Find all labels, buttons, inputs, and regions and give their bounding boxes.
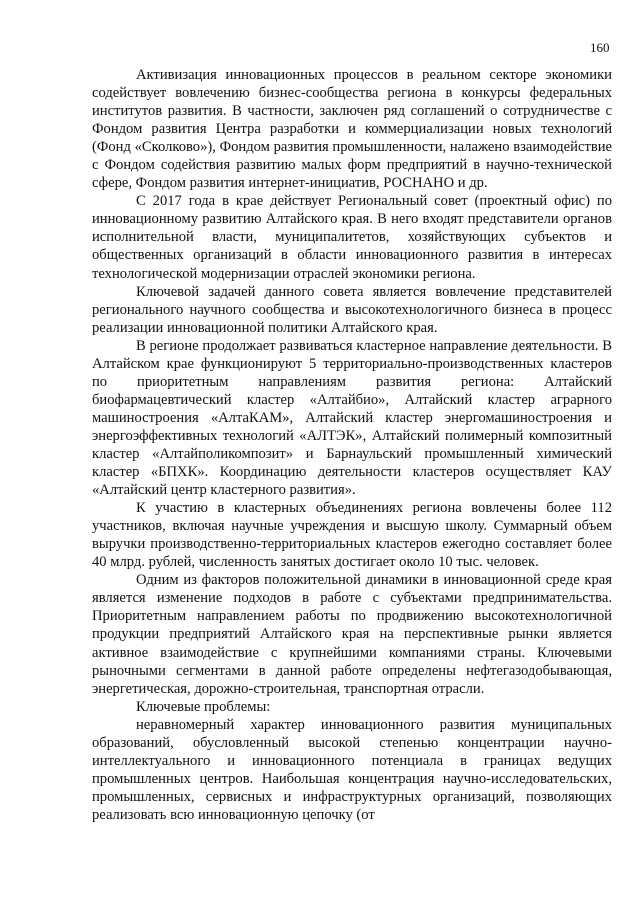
paragraph-council-task: Ключевой задачей данного совета является вовлечение представителей регионального научного сообщества и высокотехнологичного бизнеса в процесс реализации инновационной политики Алтайского края.: [92, 283, 612, 336]
paragraph-clusters: В регионе продолжает развиваться кластерное направление деятельности. В Алтайском крае функционируют 5 территориально-производственных кластеров по приоритетным направлениям развития региона: Алтайский биофармацевтический кластер «Алтайбио», Алтайский кластер аграрного машиностроения «АлтаКАМ», Алтайский кластер энергомашиностроения и энергоэффективных технологий «АЛТЭК», Алтайский полимерный композитный кластер «Алтайполикомпозит» и Барнаульский промышленный химический кластер «БПХК». Координацию деятельности кластеров осуществляет КАУ «Алтайский центр кластерного развития».: [92, 337, 612, 499]
paragraph-regional-council: С 2017 года в крае действует Региональный совет (проектный офис) по инновационному развитию Алтайского края. В него входят представители органов исполнительной власти, муниципалитетов, хозяйствующих субъектов и общественных организаций в области инновационного развития в интересах технологической модернизации отраслей экономики региона.: [92, 193, 612, 282]
paragraph-innovation-activation: Активизация инновационных процессов в реальном секторе экономики содействует вовлечению бизнес-сообщества региона в конкурсы федеральных институтов развития. В частности, заключен ряд соглашений о сотрудничестве с Фондом развития Центра разработки и коммерциализации новых технологий (Фонд «Сколково»), Фондом развития промышленности, налажено взаимодействие с Фондом содействия развитию малых форм предприятий в научно-технической сфере, Фондом развития интернет-инициатив, РОСНАНО и др.: [92, 67, 612, 192]
paragraph-cluster-participants: К участию в кластерных объединениях региона вовлечены более 112 участников, включая научные учреждения и высшую школу. Суммарный объем выручки производственно-территориальных кластеров ежегодно составляет более 40 млрд. рублей, численность занятых достигает около 10 тыс. человек.: [92, 500, 612, 571]
paragraph-key-problems-heading: Ключевые проблемы:: [136, 698, 271, 715]
document-body: [92, 66, 612, 824]
paragraph-positive-dynamics: Одним из факторов положительной динамики в инновационной среде края является изменение подходов в работе с субъектами предпринимательства. Приоритетным направлением работы по продвижению высокотехнологичной продукции предприятий Алтайского края на перспективные рынки является активное взаимодействие с крупнейшими компаниями страны. Ключевыми рыночными сегментами в данной работе определены нефтегазодобывающая, энергетическая, дорожно-строительная, транспортная отрасли.: [92, 572, 612, 697]
paragraph-uneven-development: неравномерный характер инновационного развития муниципальных образований, обусловленный высокой степенью концентрации научно-интеллектуального и инновационного потенциала в границах ведущих промышленных центров. Наибольшая концентрация научно-исследовательских, промышленных, сервисных и инфраструктурных организаций, позволяющих реализовать всю инновационную цепочку (от: [92, 716, 612, 823]
page-number: 160: [590, 40, 610, 55]
